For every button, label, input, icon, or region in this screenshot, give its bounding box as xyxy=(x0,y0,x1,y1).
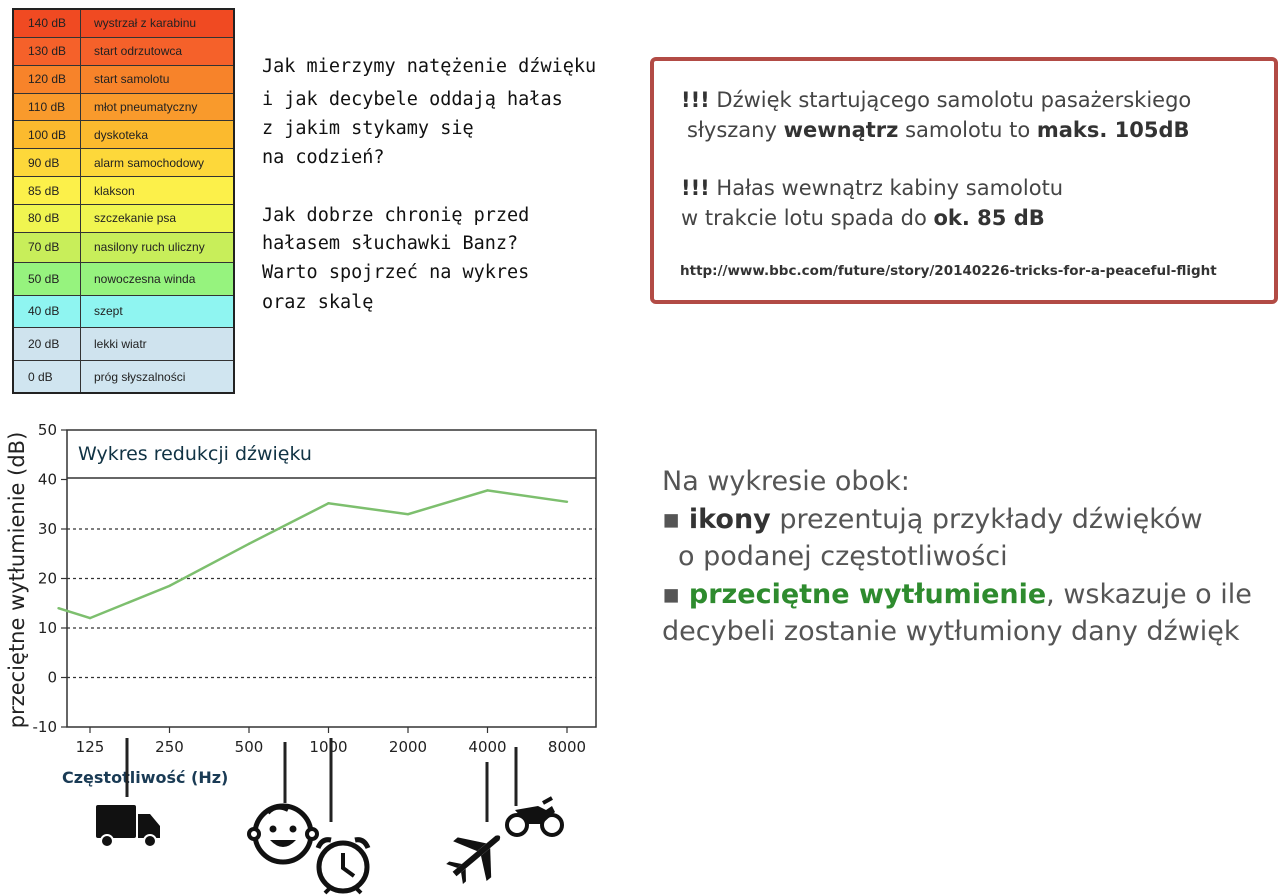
question-line: z jakim stykamy się xyxy=(262,118,474,139)
db-row xyxy=(14,121,233,149)
data-point xyxy=(168,585,170,587)
question-line: Jak dobrze chronię przed xyxy=(262,205,530,226)
source-url: http://www.bbc.com/future/story/20140226-tricks-for-a-peaceful-flight xyxy=(680,263,1217,279)
data-point xyxy=(566,501,568,503)
db-description: lekki wiatr xyxy=(94,337,147,352)
description-bold: ikony xyxy=(688,504,771,535)
db-description: alarm samochodowy xyxy=(94,155,205,170)
db-description: start odrzutowca xyxy=(94,44,183,59)
x-tick-label: 500 xyxy=(234,738,264,756)
question-line: hałasem słuchawki Banz? xyxy=(262,233,519,254)
icon-layer xyxy=(0,730,640,896)
db-value: 120 dB xyxy=(14,66,81,93)
db-value: 140 dB xyxy=(14,10,81,37)
db-row xyxy=(14,177,233,205)
info-text: w trakcie lotu spada do xyxy=(681,206,934,230)
db-value: 80 dB xyxy=(14,205,81,232)
info-text: samolotu to xyxy=(898,118,1037,142)
x-tick-label: 8000 xyxy=(547,738,587,756)
db-value: 90 dB xyxy=(14,149,81,176)
y-axis-label: przeciętne wytłumienie (dB) xyxy=(5,431,29,729)
info-line-2 xyxy=(687,118,1190,142)
y-tick-label: 30 xyxy=(37,520,57,538)
x-tick-label: 4000 xyxy=(468,738,507,756)
y-tick-label: 10 xyxy=(37,619,57,637)
db-description: nowoczesna winda xyxy=(94,271,196,286)
alarm-clock-icon xyxy=(318,840,368,893)
db-row xyxy=(14,10,233,38)
db-description: dyskoteka xyxy=(94,127,149,142)
description-line xyxy=(662,579,1252,610)
description-heading: Na wykresie obok: xyxy=(662,466,910,497)
question-line: Jak mierzymy natężenie dźwięku xyxy=(262,56,597,77)
description-line: decybeli zostanie wytłumiony dany dźwięk xyxy=(662,616,1240,647)
db-value: 0 dB xyxy=(14,361,81,392)
y-tick-label: 20 xyxy=(37,569,57,588)
db-description: nasilony ruch uliczny xyxy=(94,240,205,255)
info-line-1 xyxy=(681,88,1191,112)
db-value: 50 dB xyxy=(14,263,81,295)
info-line-4 xyxy=(681,206,1045,230)
description-text: prezentują przykłady dźwięków xyxy=(770,504,1203,535)
data-point xyxy=(407,513,409,515)
db-value: 40 dB xyxy=(14,296,81,328)
info-bold: wewnątrz xyxy=(783,118,899,142)
db-row xyxy=(14,149,233,177)
x-tick-label: 125 xyxy=(75,738,105,756)
data-point xyxy=(327,502,329,504)
question-line: oraz skalę xyxy=(262,292,374,313)
db-value: 100 dB xyxy=(14,121,81,148)
db-row xyxy=(14,296,233,329)
airplane-icon xyxy=(438,816,517,894)
y-tick-label: 0 xyxy=(47,668,57,687)
db-description: wystrzał z karabinu xyxy=(94,16,197,31)
info-bold: ok. 85 dB xyxy=(933,206,1045,230)
data-point xyxy=(57,607,59,609)
db-description: młot pneumatyczny xyxy=(94,100,198,114)
x-tick-label: 1000 xyxy=(309,738,348,756)
db-value: 130 dB xyxy=(14,38,81,65)
exclamation-mark: !!! xyxy=(681,176,710,200)
data-point xyxy=(89,617,91,619)
question-line: i jak decybele oddają hałas xyxy=(262,89,563,110)
db-row xyxy=(14,263,233,296)
bullet: ▪ xyxy=(662,504,681,535)
y-tick-label: -10 xyxy=(32,718,57,736)
db-value: 110 dB xyxy=(14,94,81,121)
db-row xyxy=(14,328,233,361)
chart-title: Wykres redukcji dźwięku xyxy=(78,443,312,465)
info-text: Dźwięk startującego samolotu pasażerskiego xyxy=(709,88,1192,112)
description-line: o podanej częstotliwości xyxy=(678,541,1008,572)
description-line xyxy=(662,504,1203,535)
description-text: , wskazuje o ile xyxy=(1046,579,1252,610)
baby-face-icon xyxy=(249,806,317,862)
db-value: 70 dB xyxy=(14,233,81,262)
db-value: 85 dB xyxy=(14,177,81,204)
db-row xyxy=(14,205,233,233)
y-tick-label: 50 xyxy=(37,421,57,439)
description-green-bold: przeciętne wytłumienie xyxy=(688,579,1047,610)
truck-icon xyxy=(96,805,160,847)
db-row xyxy=(14,94,233,122)
db-description: szczekanie psa xyxy=(94,211,177,226)
info-bold: maks. 105dB xyxy=(1036,118,1190,142)
db-row xyxy=(14,38,233,66)
db-row xyxy=(14,233,233,263)
data-point xyxy=(248,543,250,545)
x-tick-label: 250 xyxy=(155,738,184,756)
db-description: start samolotu xyxy=(94,72,170,87)
db-row xyxy=(14,66,233,94)
x-axis-label: Częstotliwość (Hz) xyxy=(62,768,229,787)
exclamation-mark: !!! xyxy=(681,88,710,112)
bullet: ▪ xyxy=(662,579,681,610)
question-line: na codzień? xyxy=(262,147,385,168)
db-description: klakson xyxy=(94,183,135,198)
y-tick-label: 40 xyxy=(37,470,57,489)
question-line: Warto spojrzeć na wykres xyxy=(262,262,530,283)
info-line-3 xyxy=(681,176,1063,200)
db-description: próg słyszalności xyxy=(94,369,186,384)
info-text: słyszany xyxy=(687,118,784,142)
db-value: 20 dB xyxy=(14,328,81,360)
attenuation-line xyxy=(59,490,568,618)
decibel-scale-table xyxy=(12,8,235,394)
data-point xyxy=(486,489,488,491)
db-description: szept xyxy=(94,304,123,319)
x-tick-label: 2000 xyxy=(388,738,428,756)
db-row xyxy=(14,361,233,392)
info-box xyxy=(650,57,1278,304)
info-text: Hałas wewnątrz kabiny samolotu xyxy=(709,176,1064,200)
